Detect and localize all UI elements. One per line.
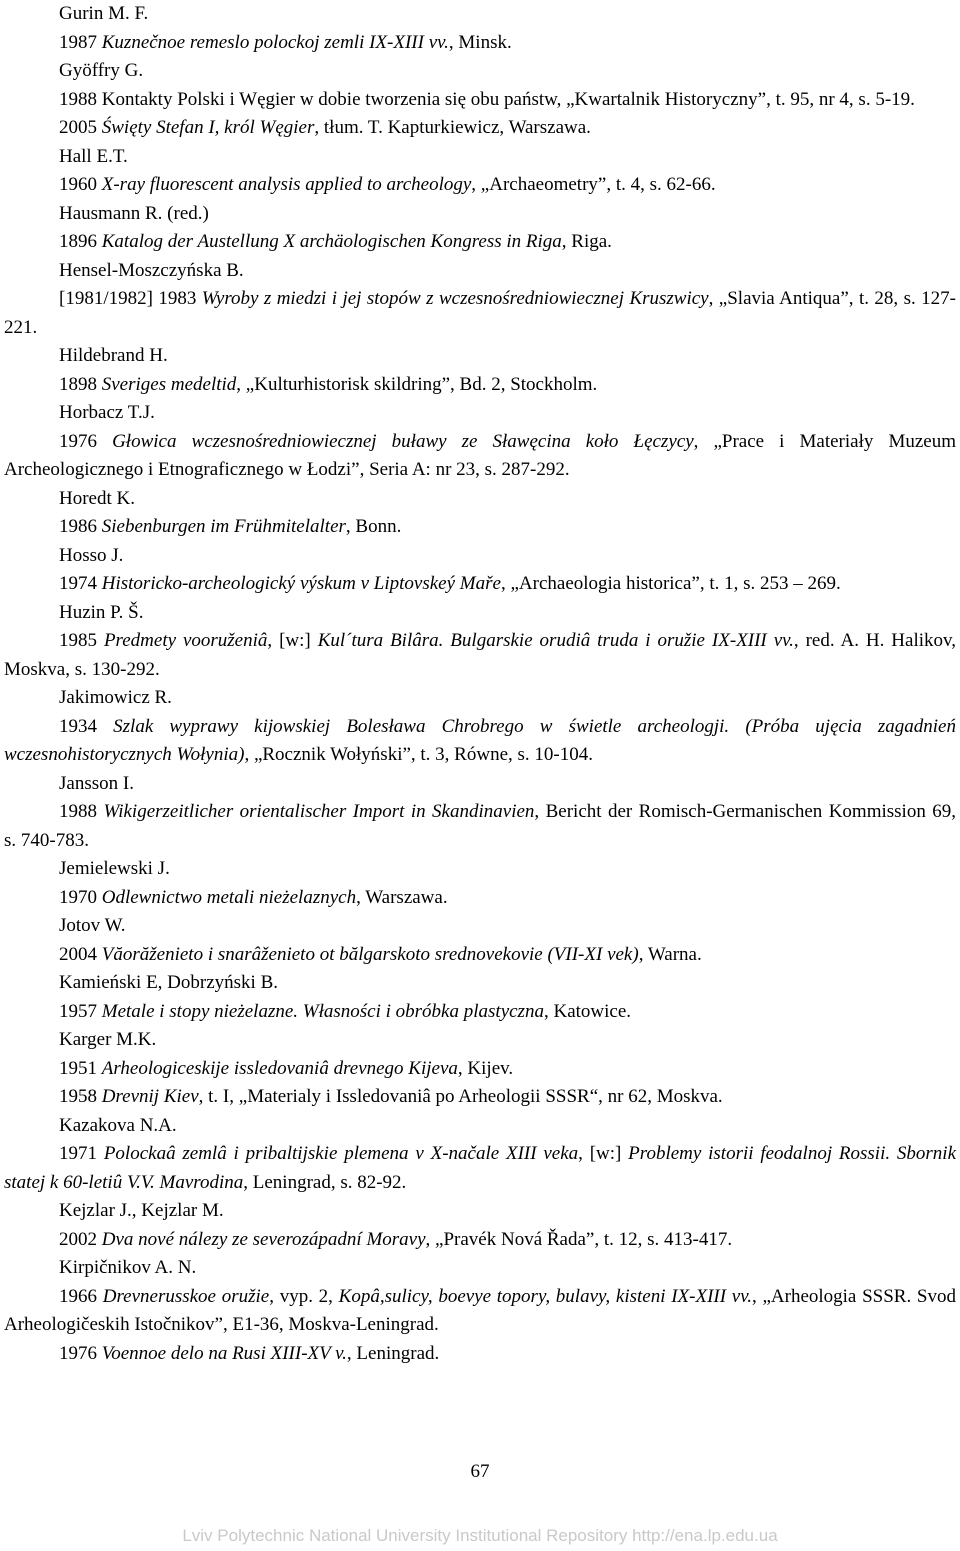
citation-title: Văorăženieto i snarâženieto ot bălgarskoto srednovekovie (VII-XI vek) [101, 943, 639, 965]
citation-text: , Warna. [638, 943, 702, 965]
citation-text: , „Arheologia SSSR. Svod Arheologičeskih Istočnikov”, E1-36, Moskva-Leningrad. [4, 1285, 957, 1335]
citation-title: Szlak wyprawy kijowskiej Bolesława Chrobrego w świetle archeologji. (Próba ujęcia zagadnień wczesnohistorycznych Wołynia) [4, 715, 956, 765]
entry-author: Horbacz T.J. [59, 402, 155, 423]
citation-text: 1957 [59, 1000, 102, 1022]
bibliography-list [4, 0, 956, 1368]
citation-text: 1985 [59, 630, 104, 651]
citation-text: [1981/1982] 1983 [59, 288, 202, 309]
citation-text: , Minsk. [448, 31, 512, 53]
entry-author: Hausmann R. (red.) [59, 202, 209, 224]
citation-title: Kopâ,sulicy, boevye topory, bulavy, kisteni IX-XIII vv. [338, 1285, 752, 1307]
citation-title: Polockaâ zemlâ i pribaltijskie plemena v X-načale XIII veka [103, 1143, 579, 1164]
entry-citation [4, 570, 956, 599]
citation-text: 1974 [59, 573, 102, 594]
citation-title: Siebenburgen im Frühmitelalter [101, 516, 346, 537]
citation-title: Voennoe delo na Rusi XIII-XV v. [101, 1342, 347, 1364]
citation-title: Kul´tura Bilâra. Bulgarskie orudiâ truda i oružie IX-XIII vv. [317, 630, 794, 651]
citation-title: Problemy istorii feodalnoj Rossii. Sbornik statej k 60-letiû V.V. Mavrodina [4, 1143, 957, 1193]
citation-text: 1976 [59, 1342, 102, 1364]
citation-title: X-ray fluorescent analysis applied to archeology [101, 174, 472, 195]
citation-text: , „Archaeologia historica”, t. 1, s. 253 – 269. [500, 573, 841, 594]
citation-title: Dva nové nálezy ze severozápadní Moravy [101, 1228, 426, 1250]
entry-citation [4, 1340, 956, 1369]
citation-text: 1988 Kontakty Polski i Węgier w dobie tworzenia się obu państw, „Kwartalnik Historyczny”, t. 95, nr 4, s. 5-19. [59, 88, 915, 110]
citation-text: 1966 [59, 1285, 103, 1307]
entry-author: Hensel-Moszczyńska B. [59, 259, 244, 281]
entry-citation [4, 998, 956, 1027]
citation-text: , „Rocznik Wołyński”, t. 3, Równe, s. 10-104. [244, 744, 593, 765]
page-number: 67 [470, 1461, 490, 1482]
citation-text: 1971 [59, 1143, 104, 1164]
entry-citation [4, 1226, 956, 1255]
citation-title: Predmety vooruženiâ [103, 630, 268, 651]
entry-citation [4, 371, 956, 400]
repository-footer: Lviv Polytechnic National University Institutional Repository http://ena.lp.edu.ua [182, 1526, 778, 1545]
citation-title: Wyroby z miedzi i jej stopów z wczesnośredniowiecznej Kruszwicy [201, 288, 709, 309]
entry-author: Kejzlar J., Kejzlar M. [59, 1200, 224, 1221]
citation-text: , red. A. H. Halikov, Moskva, s. 130-292. [4, 630, 957, 680]
entry-citation [4, 941, 956, 970]
citation-text: 1896 [59, 231, 102, 252]
citation-title: Historicko-archeologický výskum v Liptovskeý Maře [101, 573, 501, 594]
citation-text: 2005 [59, 117, 102, 138]
citation-text: 1987 [59, 31, 102, 53]
entry-citation [4, 1083, 956, 1112]
citation-text: , Bericht der Romisch-Germanischen Kommission 69, s. 740-783. [4, 801, 956, 851]
citation-title: Katalog der Austellung X archäologischen Kongress in Riga [101, 231, 562, 252]
citation-text: , Kijev. [457, 1057, 514, 1079]
entry-author: Huzin P. Š. [59, 601, 144, 623]
entry-author: Kazakova N.A. [59, 1114, 177, 1136]
citation-title: Święty Stefan I, król Węgier [101, 117, 315, 138]
citation-text: , „Slavia Antiqua”, t. 28, s. 127-221. [4, 288, 956, 338]
citation-text: , „Prace i Materiały Muzeum Archeologicznego i Etnograficznego w Łodzi”, Seria A: nr 23, s. 287-292. [4, 430, 956, 480]
citation-title: Wikigerzeitlicher orientalischer Import in Skandinavien [103, 801, 535, 822]
citation-text: 1951 [59, 1057, 102, 1079]
citation-text: 1976 [59, 430, 113, 452]
citation-text: , Riga. [561, 231, 612, 252]
entry-author: Jakimowicz R. [59, 687, 172, 708]
entry-citation [4, 29, 956, 58]
citation-text: 1934 [59, 715, 114, 737]
entry-citation [4, 884, 956, 913]
entry-author: Hosso J. [59, 544, 124, 566]
entry-citation [4, 1283, 956, 1340]
citation-text: , Warszawa. [356, 886, 448, 908]
citation-text: , Leningrad, s. 82-92. [243, 1171, 407, 1193]
citation-title: Głowica wczesnośredniowiecznej buławy ze Sławęcina koło Łęczycy [112, 430, 694, 452]
citation-text: , Katowice. [543, 1000, 632, 1022]
citation-text: 2002 [59, 1228, 102, 1250]
citation-text: 1898 [59, 373, 102, 395]
citation-text: , [w:] [578, 1143, 629, 1164]
entry-author: Jemielewski J. [59, 858, 170, 879]
entry-citation [4, 627, 956, 684]
citation-text: , „Pravék Nová Řada”, t. 12, s. 413-417. [425, 1228, 733, 1250]
citation-title: Metale i stopy nieżelazne. Własności i obróbka plastyczna [101, 1000, 544, 1022]
citation-text: , „Kulturhistorisk skildring”, Bd. 2, Stockholm. [236, 373, 598, 395]
entry-citation [4, 228, 956, 257]
entry-author: Jansson I. [59, 772, 134, 794]
entry-author: Hall E.T. [59, 145, 128, 167]
entry-author: Gurin M. F. [59, 3, 149, 24]
entry-citation [4, 428, 956, 485]
entry-author: Horedt K. [59, 487, 135, 509]
citation-text: , „Archaeometry”, t. 4, s. 62-66. [471, 174, 716, 195]
entry-citation [4, 285, 956, 342]
citation-title: Drevnerusskoe oružie [102, 1285, 270, 1307]
entry-author: Jotov W. [59, 915, 126, 936]
citation-text: , tłum. T. Kapturkiewicz, Warszawa. [314, 117, 591, 138]
entry-citation [4, 798, 956, 855]
entry-citation [4, 713, 956, 770]
citation-text: , [w:] [267, 630, 318, 651]
citation-title: Drevnij Kiev [101, 1086, 199, 1107]
entry-citation [4, 513, 956, 542]
entry-author: Hildebrand H. [59, 345, 168, 366]
entry-author: Kirpičnikov A. N. [59, 1257, 197, 1278]
entry-citation [4, 86, 956, 115]
citation-text: 2004 [59, 943, 102, 965]
entry-author: Karger M.K. [59, 1029, 157, 1050]
citation-text: 1986 [59, 516, 102, 537]
citation-title: Sveriges medeltid [101, 373, 237, 395]
citation-text: , Bonn. [345, 516, 402, 537]
citation-title: Kuznečnoe remeslo polockoj zemli IX-XIII vv. [101, 31, 449, 53]
citation-text: , t. I, „Materialy i Issledovaniâ po Arheologii SSSR“, nr 62, Moskva. [198, 1086, 723, 1107]
entry-citation [4, 114, 956, 143]
citation-text: 1970 [59, 886, 102, 908]
entry-author: Kamieński E, Dobrzyński B. [59, 972, 279, 993]
entry-citation [4, 1055, 956, 1084]
citation-text: 1988 [59, 801, 104, 822]
citation-text: , Leningrad. [346, 1342, 440, 1364]
entry-author: Gyöffry G. [59, 60, 144, 81]
citation-title: Arheologiceskije issledovaniâ drevnego Kijeva [101, 1057, 458, 1079]
entry-citation [4, 171, 956, 200]
citation-text: 1960 [59, 174, 102, 195]
entry-citation [4, 1140, 956, 1197]
citation-title: Odlewnictwo metali nieżelaznych [101, 886, 357, 908]
citation-text: 1958 [59, 1086, 102, 1107]
citation-text: , vyp. 2, [269, 1285, 339, 1307]
